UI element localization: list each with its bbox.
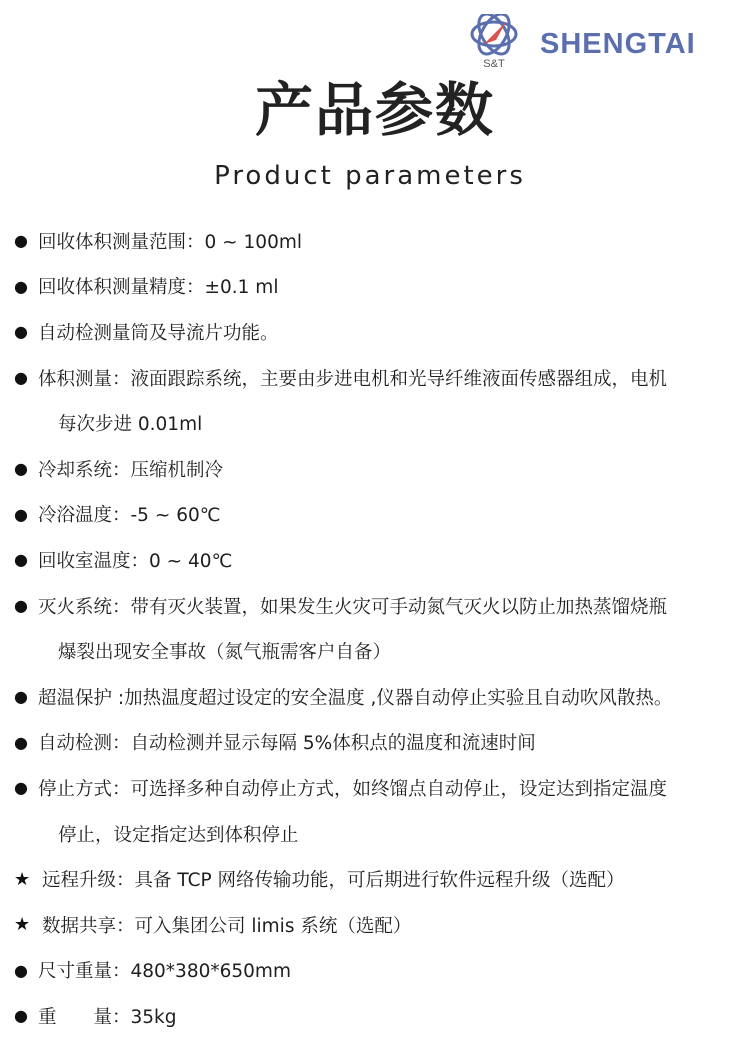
dot-bullet-icon: ● <box>14 231 28 251</box>
dot-bullet-icon: ● <box>14 960 28 980</box>
param-item <box>14 948 740 994</box>
param-text: 回收室温度：0 ~ 40℃ <box>38 550 233 572</box>
param-item-continuation <box>14 628 740 674</box>
page-subtitle: Product parameters <box>214 161 526 191</box>
param-text: 爆裂出现安全事故（氮气瓶需客户自备） <box>58 642 392 664</box>
param-item <box>14 765 740 811</box>
param-text: 数据共享：可入集团公司 limis 系统（选配） <box>42 915 412 937</box>
param-text: 冷浴温度：-5 ~ 60℃ <box>38 505 221 527</box>
dot-bullet-icon: ● <box>14 459 28 479</box>
param-item <box>14 537 740 583</box>
param-text: 超温保护 :加热温度超过设定的安全温度 ,仪器自动停止实验且自动吹风散热。 <box>38 687 673 709</box>
param-text: 灭火系统：带有灭火装置，如果发生火灾可手动氮气灭火以防止加热蒸馏烧瓶 <box>38 596 668 618</box>
param-text: 回收体积测量精度：±0.1 ml <box>38 277 279 299</box>
star-bullet-icon: ★ <box>14 914 31 936</box>
param-item-continuation <box>14 811 740 857</box>
dot-bullet-icon: ● <box>14 732 28 752</box>
dot-bullet-icon: ● <box>14 550 28 570</box>
param-item <box>14 309 740 355</box>
dot-bullet-icon: ● <box>14 1006 28 1026</box>
param-item <box>14 583 740 629</box>
param-text: 停止，设定指定达到体积停止 <box>58 824 299 846</box>
emblem-text: S&T <box>483 58 505 70</box>
param-item-continuation <box>14 400 740 446</box>
param-item <box>14 446 740 492</box>
param-text: 体积测量：液面跟踪系统，主要由步进电机和光导纤维液面传感器组成，电机 <box>38 368 668 390</box>
brand-logo <box>466 14 736 70</box>
param-item <box>14 720 740 766</box>
param-item <box>14 355 740 401</box>
param-item <box>14 902 740 948</box>
dot-bullet-icon: ● <box>14 778 28 798</box>
param-item <box>14 993 740 1039</box>
param-item <box>14 856 740 902</box>
param-item <box>14 218 740 264</box>
param-item <box>14 674 740 720</box>
brand-name: SHENGTAI <box>540 28 696 60</box>
dot-bullet-icon: ● <box>14 368 28 388</box>
param-text: 远程升级：具备 TCP 网络传输功能，可后期进行软件远程升级（选配） <box>42 870 625 892</box>
dot-bullet-icon: ● <box>14 276 28 296</box>
star-bullet-icon: ★ <box>14 868 31 890</box>
dot-bullet-icon: ● <box>14 322 28 342</box>
dot-bullet-icon: ● <box>14 504 28 524</box>
shengtai-emblem-icon <box>466 14 522 70</box>
param-text: 每次步进 0.01ml <box>58 414 203 436</box>
param-text: 自动检测量筒及导流片功能。 <box>38 322 279 344</box>
param-text: 自动检测：自动检测并显示每隔 5%体积点的温度和流速时间 <box>38 733 536 755</box>
param-text: 尺寸重量：480*380*650mm <box>38 961 291 983</box>
param-text: 停止方式：可选择多种自动停止方式，如终馏点自动停止，设定达到指定温度 <box>38 778 668 800</box>
param-text: 重 量：35kg <box>38 1006 177 1028</box>
param-text: 回收体积测量范围：0 ~ 100ml <box>38 231 303 253</box>
param-text: 冷却系统：压缩机制冷 <box>38 459 224 481</box>
dot-bullet-icon: ● <box>14 687 28 707</box>
param-item <box>14 492 740 538</box>
page-title: 产品参数 <box>254 76 495 144</box>
parameter-list <box>14 218 740 1039</box>
param-item <box>14 264 740 310</box>
dot-bullet-icon: ● <box>14 596 28 616</box>
